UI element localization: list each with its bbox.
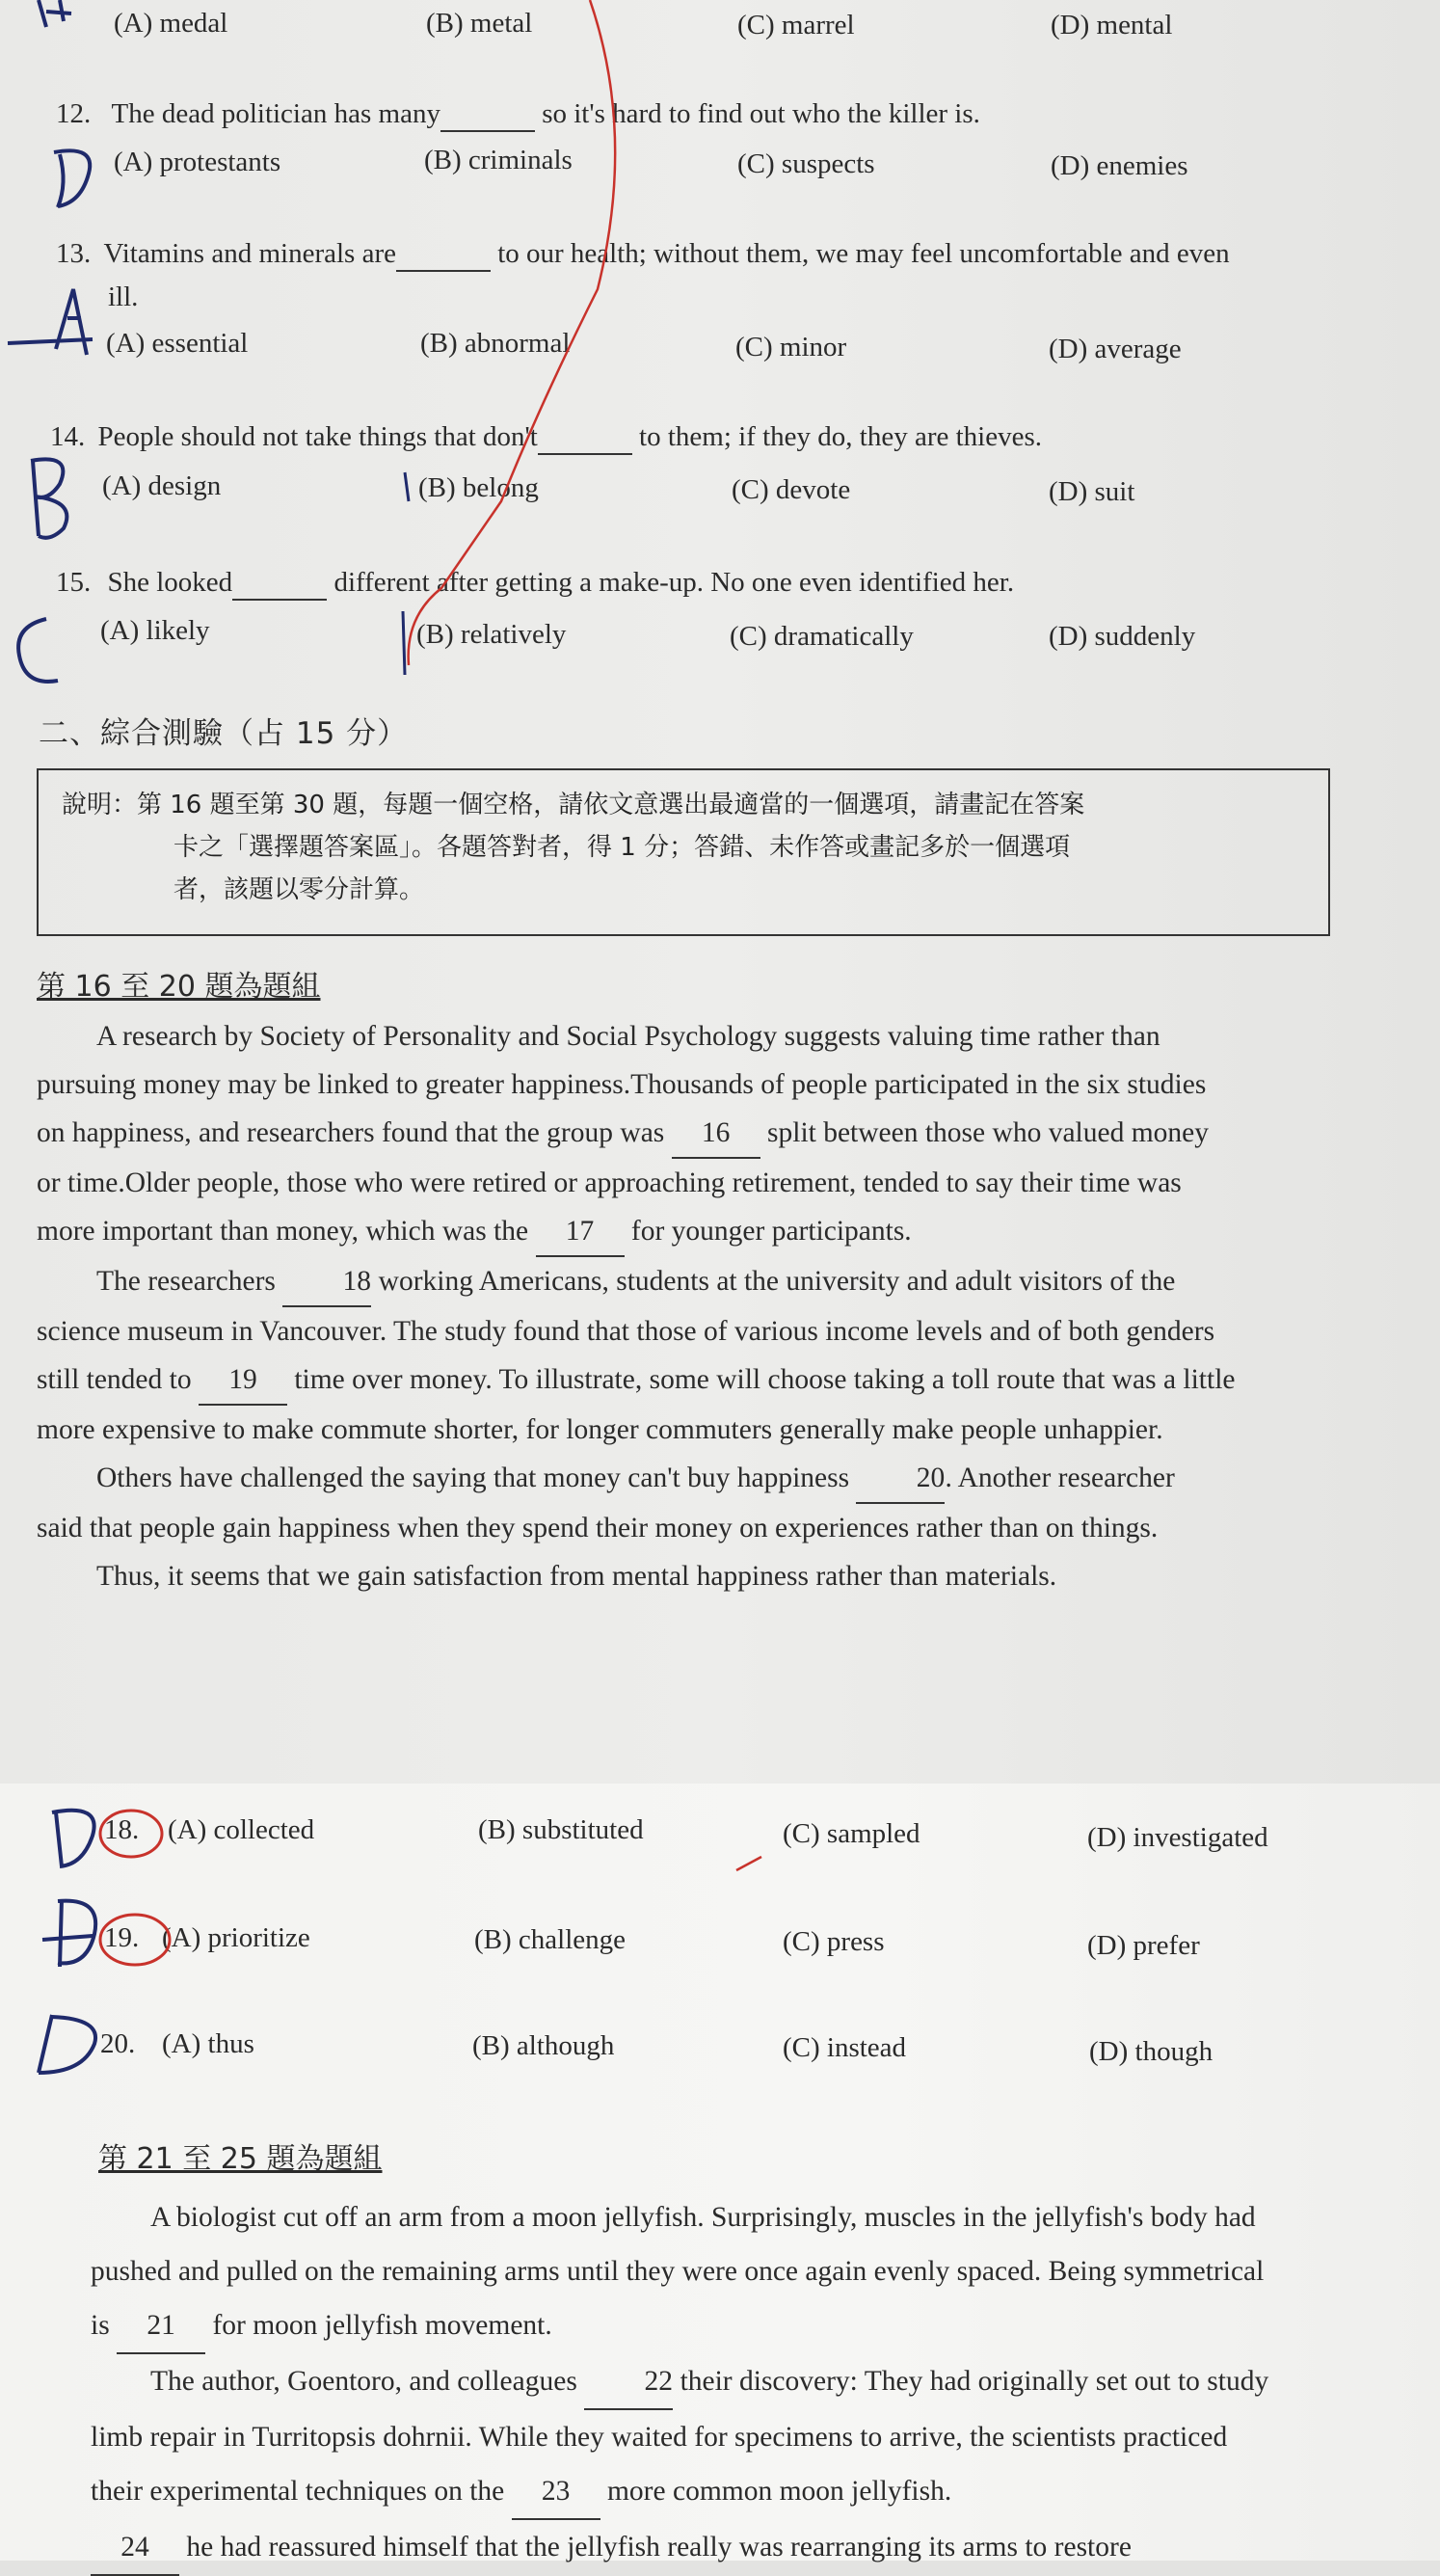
option-c: (C) sampled [783, 1818, 920, 1849]
question-stem-start: The dead politician has many [111, 98, 440, 129]
answer-blank [440, 98, 535, 132]
passage-line: The researchers 18 working Americans, students at the university and adult visitors of the [37, 1257, 1330, 1307]
blank-18: 18 [282, 1257, 371, 1307]
option-c: (C) devote [732, 474, 851, 505]
option-d: (D) mental [1051, 10, 1173, 40]
question-stem-end: different after getting a make-up. No one even identified her. [333, 567, 1015, 598]
passage-line: pursuing money may be linked to greater happiness.Thousands of people participated in the six studies [37, 1069, 1207, 1100]
instructions-line: 卡之「選擇題答案區」。各題答對者，得 1 分；答錯、未作答或畫記多於一個選項 [173, 833, 1071, 862]
question-number: 20. [100, 2028, 136, 2059]
passage-line: 24 he had reassured himself that the jellyfish really was rearranging its arms to restore [91, 2520, 1371, 2576]
option-b: (B) substituted [478, 1814, 644, 1845]
option-c: (C) press [783, 1926, 885, 1957]
option-c: (C) marrel [737, 10, 855, 40]
passage-line: on happiness, and researchers found that the group was 16 split between those who valued money [37, 1109, 1330, 1159]
question-stem-end: to them; if they do, they are thieves. [639, 421, 1043, 452]
option-d: (D) though [1089, 2036, 1213, 2067]
passage-line: limb repair in Turritopsis dohrnii. While they waited for specimens to arrive, the scientists practiced [91, 2422, 1228, 2453]
option-a: (A) collected [168, 1814, 315, 1845]
instructions-box [37, 768, 1330, 936]
passage-line: more expensive to make commute shorter, for longer commuters generally make people unhappier. [37, 1414, 1163, 1445]
blank-19: 19 [199, 1355, 287, 1406]
option-b: (B) criminals [424, 145, 573, 175]
option-c: (C) suspects [737, 148, 875, 179]
blank-17: 17 [536, 1207, 625, 1257]
question-number: 13. [56, 238, 92, 269]
passage-line: The author, Goentoro, and colleagues 22 their discovery: They had originally set out to study [91, 2354, 1371, 2410]
blank-21: 21 [117, 2298, 205, 2354]
option-d: (D) enemies [1051, 150, 1188, 181]
option-a: (A) essential [106, 328, 249, 359]
option-c: (C) instead [783, 2032, 907, 2063]
option-a: (A) medal [114, 8, 228, 39]
group-title: 第 16 至 20 題為題組 [37, 970, 321, 1004]
question-number: 14. [50, 421, 86, 452]
option-b: (B) although [472, 2030, 615, 2061]
blank-22: 22 [584, 2354, 673, 2410]
option-b: (B) relatively [416, 619, 567, 650]
passage-21-25 [91, 2190, 1371, 2576]
passage-line: or time.Older people, those who were retired or approaching retirement, tended to say their time was [37, 1167, 1182, 1198]
option-a: (A) likely [100, 615, 210, 646]
question-number: 15. [56, 567, 92, 598]
option-b: (B) abnormal [420, 328, 571, 359]
question-stem-start: She looked [107, 567, 233, 598]
blank-16: 16 [672, 1109, 760, 1159]
question-stem-end: so it's hard to find out who the killer is. [542, 98, 980, 129]
option-a: (A) protestants [114, 147, 281, 177]
option-d: (D) suddenly [1049, 621, 1196, 652]
option-a: (A) design [102, 470, 222, 501]
answer-blank [232, 567, 327, 601]
passage-16-20 [37, 1012, 1330, 1600]
instructions-line: 者，該題以零分計算。 [173, 875, 425, 904]
passage-line: Thus, it seems that we gain satisfaction from mental happiness rather than materials. [96, 1561, 1057, 1592]
question-stem-end: to our health; without them, we may feel uncomfortable and even [497, 238, 1230, 269]
option-a: (A) prioritize [162, 1922, 310, 1953]
passage-line: more important than money, which was the 17 for younger participants. [37, 1207, 1330, 1257]
question-stem-start: People should not take things that don't [97, 421, 538, 452]
option-c: (C) minor [735, 332, 847, 362]
passage-line: is 21 for moon jellyfish movement. [91, 2298, 1371, 2354]
passage-line: science museum in Vancouver. The study found that those of various income levels and of both genders [37, 1316, 1215, 1347]
question-number: 12. [56, 98, 92, 129]
option-d: (D) prefer [1087, 1930, 1200, 1961]
option-a: (A) thus [162, 2028, 254, 2059]
section-title: 二、綜合測驗（占 15 分） [39, 716, 409, 751]
option-d: (D) suit [1049, 476, 1135, 507]
question-number: 19. [104, 1922, 140, 1953]
blank-24: 24 [91, 2520, 179, 2576]
option-c: (C) dramatically [730, 621, 914, 652]
option-d: (D) investigated [1087, 1822, 1268, 1853]
passage-line: A research by Society of Personality and Social Psychology suggests valuing time rather than [96, 1021, 1160, 1052]
answer-blank [396, 238, 491, 272]
passage-line: pushed and pulled on the remaining arms until they were once again evenly spaced. Being symmetrical [91, 2256, 1265, 2287]
blank-20: 20 [856, 1454, 945, 1504]
option-d: (D) average [1049, 334, 1182, 364]
passage-line: A biologist cut off an arm from a moon jellyfish. Surprisingly, muscles in the jellyfish's body had [150, 2202, 1256, 2233]
question-stem-continued: ill. [108, 282, 139, 312]
answer-blank [538, 421, 632, 455]
blank-23: 23 [512, 2464, 600, 2520]
instructions-line: 說明：第 16 題至第 30 題，每題一個空格，請依文意選出最適當的一個選項，請畫記在答案 [62, 791, 1085, 819]
option-b: (B) belong [418, 472, 539, 503]
option-b: (B) challenge [474, 1924, 627, 1955]
passage-line: their experimental techniques on the 23 more common moon jellyfish. [91, 2464, 1371, 2520]
passage-line: said that people gain happiness when they spend their money on experiences rather than on things. [37, 1513, 1159, 1543]
question-stem-start: Vitamins and minerals are [103, 238, 396, 269]
passage-line: still tended to 19 time over money. To illustrate, some will choose taking a toll route that was a little [37, 1355, 1330, 1406]
group-title: 第 21 至 25 題為題組 [98, 2142, 383, 2176]
passage-line: Others have challenged the saying that money can't buy happiness 20. Another researcher [37, 1454, 1330, 1504]
option-b: (B) metal [426, 8, 533, 39]
question-number: 18. [104, 1814, 140, 1845]
